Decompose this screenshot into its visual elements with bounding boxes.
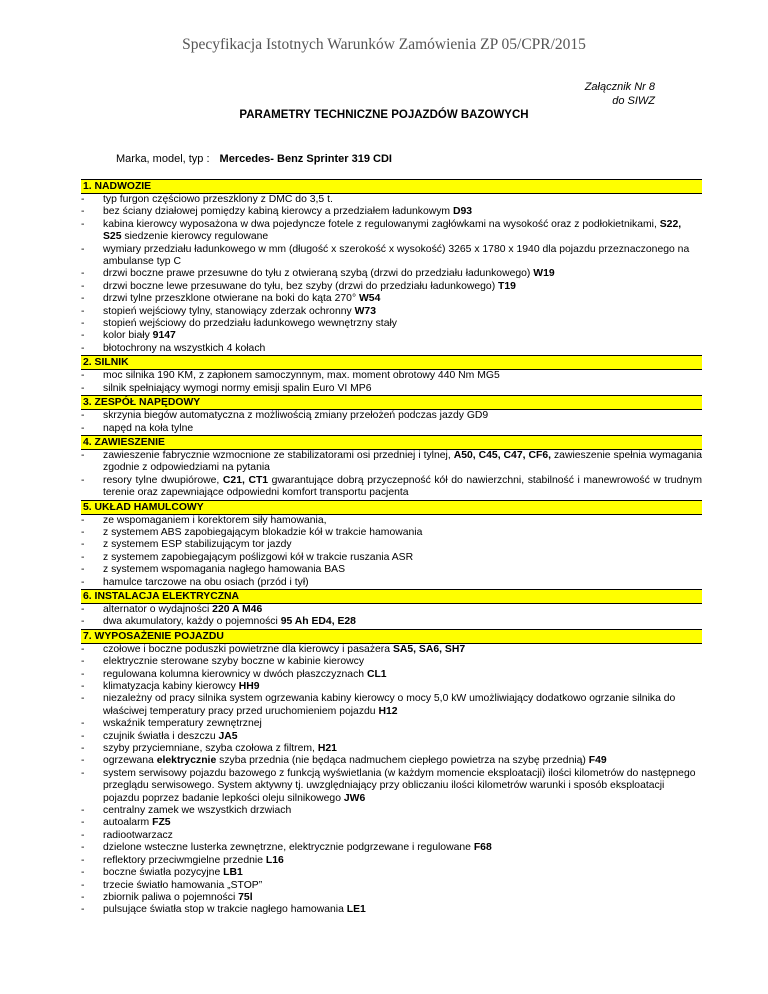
text-segment: czujnik światła i deszczu: [103, 730, 219, 742]
text-segment: silnik spełniający wymogi normy emisji spalin Euro VI MP6: [103, 382, 372, 394]
text-segment: radiootwarzacz: [103, 829, 173, 841]
text-segment: siedzenie kierowcy regulowane: [121, 231, 269, 243]
text-segment: gwarantujące dobrą przyczepność kół do nawierzchni, stabilność i manewrowość w trudnym terenie oraz zapewniające odpowiedni komfort transportu pacjenta: [103, 474, 702, 499]
list-dash: -: [81, 904, 85, 916]
spec-item-text: [103, 330, 702, 342]
spec-item-text: [103, 219, 702, 244]
spec-item-text: [103, 281, 702, 293]
option-code: 95 Ah ED4, E28: [280, 616, 356, 628]
spec-item: [81, 644, 702, 656]
text-segment: skrzynia biegów automatyczna z możliwością zmiany przełożeń podczas jazdy GD9: [103, 410, 489, 422]
option-code: W19: [533, 268, 555, 280]
text-segment: drzwi tylne przeszklone otwierane na boki do kąta 270°: [103, 293, 359, 305]
list-dash: -: [81, 854, 85, 866]
spec-item: [81, 656, 702, 668]
model-label: Marka, model, typ :: [116, 153, 210, 165]
spec-item: [81, 669, 702, 681]
spec-item-text: [103, 268, 702, 280]
list-dash: -: [81, 305, 85, 317]
option-code: C21, CT1: [222, 474, 269, 486]
model-line: [116, 153, 392, 165]
spec-item-text: [103, 805, 702, 817]
text-segment: moc silnika 190 KM, z zapłonem samoczynnym, max. moment obrotowy 440 Nm MG5: [103, 370, 500, 382]
spec-item: [81, 330, 702, 342]
text-segment: szyba przednia (nie będąca nadmuchem ciepłego powietrza na szybę przednią): [216, 755, 589, 767]
list-dash: -: [81, 668, 85, 680]
section-heading: 2. SILNIK: [81, 355, 702, 370]
text-segment: hamulce tarczowe na obu osiach (przód i tył): [103, 576, 309, 588]
option-code: 9147: [152, 330, 176, 342]
spec-item-text: [103, 644, 702, 656]
text-segment: typ furgon częściowo przeszklony z DMC do 3,5 t.: [103, 194, 333, 205]
spec-item: [81, 867, 702, 879]
spec-item-text: [103, 743, 702, 755]
text-segment: trzecie światło hamowania „STOP”: [103, 879, 263, 891]
list-dash: -: [81, 718, 85, 730]
spec-item-text: [103, 318, 702, 330]
list-dash: -: [81, 422, 85, 434]
spec-item: [81, 755, 702, 767]
spec-item-text: [103, 669, 702, 681]
option-code: W54: [358, 293, 381, 305]
annex-number: Załącznik Nr 8: [584, 81, 655, 93]
text-segment: kolor biały: [103, 330, 153, 342]
list-dash: -: [81, 370, 85, 382]
list-dash: -: [81, 603, 85, 615]
option-code: LE1: [346, 904, 366, 916]
list-dash: -: [81, 293, 85, 305]
text-segment: stopień wejściowy do przedziału ładunkowego wewnętrzny stały: [103, 318, 397, 330]
list-dash: -: [81, 842, 85, 854]
option-code: JA5: [218, 730, 238, 742]
list-dash: -: [81, 539, 85, 551]
section-heading: 1. NADWOZIE: [81, 179, 702, 194]
document-title: PARAMETRY TECHNICZNE POJAZDÓW BAZOWYCH: [239, 109, 529, 121]
text-segment: z systemem ABS zapobiegającym blokadzie kół w trakcie hamowania: [103, 526, 423, 538]
section-heading: 7. WYPOSAŻENIE POJAZDU: [81, 629, 702, 644]
spec-item-text: [103, 842, 702, 854]
list-dash: -: [81, 755, 85, 767]
page-header: Specyfikacja Istotnych Warunków Zamówienia ZP 05/CPR/2015: [182, 36, 586, 53]
section-heading: 6. INSTALACJA ELEKTRYCZNA: [81, 589, 702, 604]
spec-item: [81, 768, 702, 805]
spec-item-text: [103, 755, 702, 767]
list-dash: -: [81, 867, 85, 879]
spec-item: [81, 604, 702, 616]
spec-item-text: [103, 475, 702, 500]
specification-list: [81, 179, 702, 917]
option-code: L16: [265, 854, 284, 866]
spec-item: [81, 805, 702, 817]
spec-item-text: [103, 515, 702, 527]
spec-item-text: [103, 718, 702, 730]
option-code: D93: [452, 206, 473, 218]
spec-item: [81, 281, 702, 293]
list-dash: -: [81, 526, 85, 538]
list-dash: -: [81, 218, 85, 230]
list-dash: -: [81, 194, 85, 205]
list-dash: -: [81, 879, 85, 891]
text-segment: system serwisowy pojazdu bazowego z funkcją wyświetlania (w każdym momencie eksploatacji) ilości kilometrów do następnego przeglądu serwisowego. System aktywny tj. uwzględniający przy obliczaniu ilości kilometrów warunki i sposób eksploatacji pojazdu poprzez badanie lepkości oleju silnikowego: [103, 767, 696, 804]
spec-item-text: [103, 830, 702, 842]
text-segment: klimatyzacja kabiny kierowcy: [103, 681, 239, 692]
list-dash: -: [81, 474, 85, 486]
spec-item: [81, 219, 702, 244]
annex-label: [585, 80, 655, 108]
spec-item: [81, 194, 702, 206]
spec-item: [81, 564, 702, 576]
list-dash: -: [81, 576, 85, 588]
text-segment: czołowe i boczne poduszki powietrzne dla kierowcy i pasażera: [103, 643, 393, 655]
text-segment: pulsujące światła stop w trakcie nagłego hamowania: [103, 904, 347, 916]
list-dash: -: [81, 206, 85, 218]
annex-reference: do SIWZ: [612, 95, 655, 107]
list-dash: -: [81, 693, 85, 705]
spec-item: [81, 718, 702, 730]
spec-item: [81, 343, 702, 355]
spec-item-text: [103, 867, 702, 879]
list-dash: -: [81, 410, 85, 422]
list-dash: -: [81, 280, 85, 292]
list-dash: -: [81, 514, 85, 526]
text-segment: ogrzewana: [103, 755, 157, 767]
list-dash: -: [81, 767, 85, 779]
list-dash: -: [81, 551, 85, 563]
spec-item: [81, 842, 702, 854]
text-segment: z systemem wspomagania nagłego hamowania BAS: [103, 564, 345, 576]
list-dash: -: [81, 382, 85, 394]
spec-item-text: [103, 423, 702, 435]
spec-item-text: [103, 450, 702, 475]
spec-item-text: [103, 194, 702, 206]
text-segment: regulowana kolumna kierownicy w dwóch płaszczyznach: [103, 668, 367, 680]
spec-item: [81, 410, 702, 422]
text-segment: dwa akumulatory, każdy o pojemności: [103, 616, 281, 628]
text-segment: stopień wejściowy tylny, stanowiący zderzak ochronny: [103, 305, 355, 317]
spec-item: [81, 681, 702, 693]
spec-item-text: [103, 343, 702, 355]
spec-item: [81, 475, 702, 500]
text-segment: zawieszenie spełnia wymagania zgodnie z odpowiedziami na pytania: [103, 449, 702, 474]
spec-item-text: [103, 768, 702, 805]
spec-item: [81, 306, 702, 318]
text-segment: błotochrony na wszystkich 4 kołach: [103, 342, 266, 354]
spec-item: [81, 268, 702, 280]
spec-item: [81, 527, 702, 539]
spec-item-text: [103, 656, 702, 668]
text-segment: niezależny od pracy silnika system ogrzewania kabiny kierowcy o mocy 5,0 kW umożliwiający dodatkowo ogrzanie silnika do właściwej temperatury pracy przed uruchomieniem pojazdu: [103, 693, 676, 717]
spec-item-text: [103, 904, 702, 916]
section-heading: 4. ZAWIESZENIE: [81, 435, 702, 450]
spec-item: [81, 552, 702, 564]
option-code: W73: [354, 305, 376, 317]
option-code: CL1: [366, 668, 387, 680]
spec-item-text: [103, 681, 702, 693]
spec-item: [81, 423, 702, 435]
option-code: H21: [317, 743, 337, 755]
spec-item: [81, 206, 702, 218]
option-code: 220 A M46: [212, 603, 263, 615]
spec-item: [81, 743, 702, 755]
text-segment: wskaźnik temperatury zewnętrznej: [103, 718, 262, 730]
list-dash: -: [81, 342, 85, 354]
text-segment: drzwi boczne lewe przesuwane do tyłu, bez szyby (drzwi do przedziału ładunkowego): [103, 280, 499, 292]
spec-item: [81, 830, 702, 842]
spec-item-text: [103, 552, 702, 564]
option-code: F49: [588, 755, 607, 767]
spec-item: [81, 450, 702, 475]
text-segment: bez ściany działowej pomiędzy kabiną kierowcy a przedziałem ładunkowym: [103, 206, 453, 218]
model-value: Mercedes- Benz Sprinter 319 CDI: [219, 153, 392, 165]
spec-item-text: [103, 370, 702, 382]
list-dash: -: [81, 681, 85, 692]
spec-item: [81, 383, 702, 395]
spec-item-text: [103, 206, 702, 218]
text-segment: boczne światła pozycyjne: [103, 867, 224, 879]
spec-item-text: [103, 731, 702, 743]
text-segment: zawieszenie fabrycznie wzmocnione ze stabilizatorami osi przedniej i tylnej,: [103, 449, 454, 461]
spec-item-text: [103, 817, 702, 829]
text-segment: napęd na koła tylne: [103, 422, 194, 434]
list-dash: -: [81, 268, 85, 280]
list-dash: -: [81, 318, 85, 330]
option-code: SA5, SA6, SH7: [392, 643, 466, 655]
text-segment: kabina kierowcy wyposażona w dwa pojedyncze fotele z regulowanymi zagłówkami na wysokość oraz z podłokietnikami,: [103, 218, 660, 230]
spec-item: [81, 370, 702, 382]
option-code: JW6: [343, 792, 366, 804]
list-dash: -: [81, 743, 85, 755]
text-segment: zbiornik paliwa o pojemności: [103, 891, 239, 903]
spec-item: [81, 318, 702, 330]
spec-item-text: [103, 306, 702, 318]
option-code: T19: [498, 280, 516, 292]
section-heading: 5. UKŁAD HAMULCOWY: [81, 500, 702, 515]
spec-item: [81, 855, 702, 867]
spec-item: [81, 880, 702, 892]
spec-item: [81, 693, 702, 718]
spec-item: [81, 817, 702, 829]
list-dash: -: [81, 730, 85, 742]
option-code: LB1: [223, 867, 243, 879]
option-code: elektrycznie: [156, 755, 217, 767]
spec-item: [81, 539, 702, 551]
spec-item-text: [103, 244, 702, 269]
list-dash: -: [81, 805, 85, 817]
option-code: F68: [473, 842, 492, 854]
text-segment: z systemem ESP stabilizującym tor jazdy: [103, 539, 292, 551]
spec-item-text: [103, 383, 702, 395]
option-code: 75l: [238, 891, 253, 903]
spec-item-text: [103, 564, 702, 576]
list-dash: -: [81, 616, 85, 628]
spec-item: [81, 616, 702, 628]
text-segment: drzwi boczne prawe przesuwne do tyłu z otwieraną szybą (drzwi do przedziału ładunkowego): [103, 268, 534, 280]
text-segment: dzielone wsteczne lusterka zewnętrzne, elektrycznie podgrzewane i regulowane: [103, 842, 474, 854]
option-code: A50, C45, C47, CF6,: [453, 449, 551, 461]
list-dash: -: [81, 817, 85, 829]
section-heading: 3. ZESPÓŁ NAPĘDOWY: [81, 395, 702, 410]
text-segment: centralny zamek we wszystkich drzwiach: [103, 805, 292, 817]
text-segment: z systemem zapobiegającym poślizgowi kół w trakcie ruszania ASR: [103, 551, 414, 563]
spec-item: [81, 244, 702, 269]
spec-item: [81, 293, 702, 305]
spec-item-text: [103, 855, 702, 867]
list-dash: -: [81, 564, 85, 576]
spec-item-text: [103, 892, 702, 904]
spec-item-text: [103, 604, 702, 616]
list-dash: -: [81, 829, 85, 841]
option-code: H12: [378, 705, 398, 717]
list-dash: -: [81, 449, 85, 461]
text-segment: elektrycznie sterowane szyby boczne w kabinie kierowcy: [103, 656, 365, 668]
list-dash: -: [81, 643, 85, 655]
list-dash: -: [81, 330, 85, 342]
text-segment: ze wspomaganiem i korektorem siły hamowania,: [103, 514, 327, 526]
text-segment: alternator o wydajności: [103, 603, 213, 615]
spec-item-text: [103, 880, 702, 892]
spec-item: [81, 904, 702, 916]
text-segment: autoalarm: [103, 817, 153, 829]
option-code: HH9: [238, 681, 260, 692]
spec-item-text: [103, 616, 702, 628]
text-segment: wymiary przedziału ładunkowego w mm (długość x szerokość x wysokość) 3265 x 1780 x 1940 dla pojazdu przeznaczonego na ambulanse typ C: [103, 243, 690, 268]
text-segment: szyby przyciemniane, szyba czołowa z filtrem,: [103, 743, 318, 755]
list-dash: -: [81, 243, 85, 255]
spec-item-text: [103, 539, 702, 551]
text-segment: reflektory przeciwmgielne przednie: [103, 854, 266, 866]
text-segment: resory tylne dwupiórowe,: [103, 474, 223, 486]
spec-item: [81, 892, 702, 904]
spec-item: [81, 731, 702, 743]
spec-item-text: [103, 577, 702, 589]
option-code: FZ5: [152, 817, 171, 829]
spec-item-text: [103, 527, 702, 539]
spec-item-text: [103, 293, 702, 305]
option-code: S22, S25: [103, 218, 682, 243]
list-dash: -: [81, 656, 85, 668]
spec-item: [81, 515, 702, 527]
spec-item: [81, 577, 702, 589]
list-dash: -: [81, 891, 85, 903]
spec-item-text: [103, 693, 702, 718]
spec-item-text: [103, 410, 702, 422]
